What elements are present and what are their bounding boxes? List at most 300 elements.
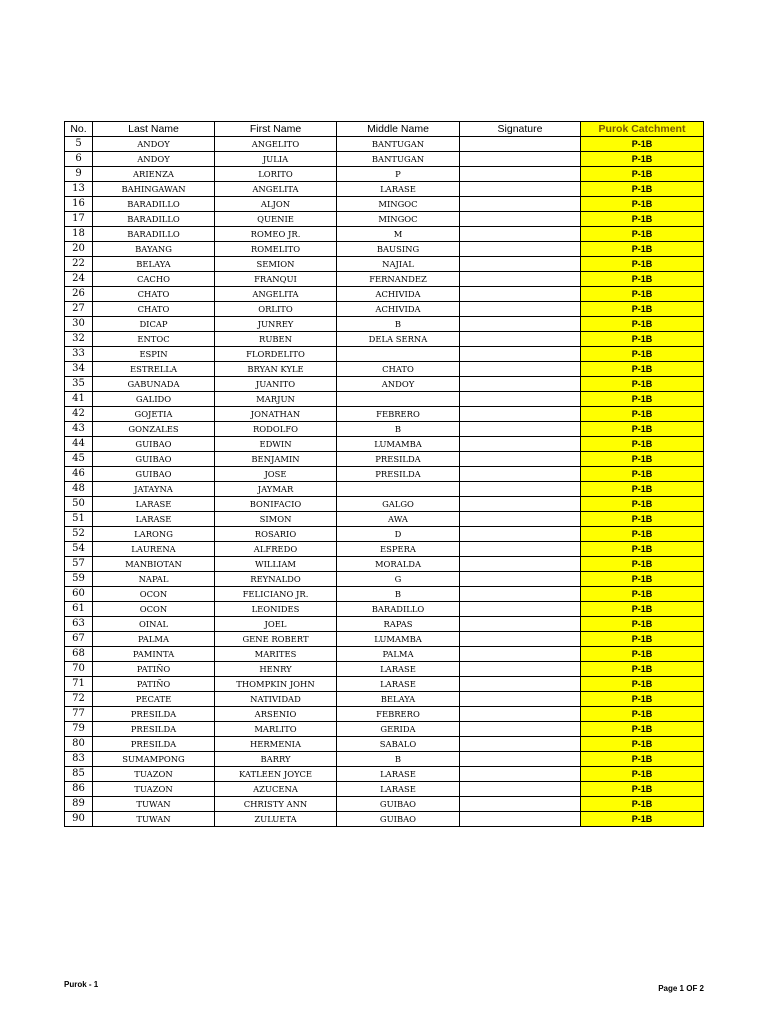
cell-no: 83 [65,752,93,767]
cell-last-name: ANDOY [93,137,215,152]
cell-first-name: FELICIANO JR. [215,587,337,602]
cell-last-name: CHATO [93,287,215,302]
cell-last-name: PAMINTA [93,647,215,662]
cell-purok-catchment: P-1B [581,197,704,212]
cell-signature [460,602,581,617]
cell-signature [460,692,581,707]
cell-signature [460,632,581,647]
cell-no: 42 [65,407,93,422]
cell-middle-name: FERNANDEZ [337,272,460,287]
cell-last-name: GABUNADA [93,377,215,392]
cell-middle-name [337,347,460,362]
cell-first-name: JOSE [215,467,337,482]
cell-middle-name: LARASE [337,782,460,797]
cell-middle-name: CHATO [337,362,460,377]
cell-middle-name [337,482,460,497]
table-row [65,422,704,437]
cell-first-name: ROMEO JR. [215,227,337,242]
cell-first-name: WILLIAM [215,557,337,572]
cell-no: 44 [65,437,93,452]
cell-purok-catchment: P-1B [581,182,704,197]
cell-signature [460,542,581,557]
cell-middle-name: PRESILDA [337,467,460,482]
cell-signature [460,362,581,377]
cell-signature [460,557,581,572]
cell-first-name: MARJUN [215,392,337,407]
cell-purok-catchment: P-1B [581,542,704,557]
header-first-name: First Name [215,122,337,137]
cell-first-name: ALJON [215,197,337,212]
cell-last-name: NAPAL [93,572,215,587]
cell-first-name: QUENIE [215,212,337,227]
cell-signature [460,782,581,797]
cell-no: 85 [65,767,93,782]
cell-middle-name: LARASE [337,767,460,782]
cell-middle-name: BARADILLO [337,602,460,617]
cell-middle-name: P [337,167,460,182]
cell-first-name: THOMPKIN JOHN [215,677,337,692]
cell-middle-name: SABALO [337,737,460,752]
cell-no: 17 [65,212,93,227]
cell-middle-name: GUIBAO [337,812,460,827]
cell-purok-catchment: P-1B [581,302,704,317]
cell-no: 45 [65,452,93,467]
cell-signature [460,737,581,752]
cell-first-name: JONATHAN [215,407,337,422]
table-row [65,527,704,542]
cell-no: 63 [65,617,93,632]
cell-no: 5 [65,137,93,152]
cell-last-name: MANBIOTAN [93,557,215,572]
cell-first-name: JUNREY [215,317,337,332]
table-row [65,137,704,152]
header-middle-name: Middle Name [337,122,460,137]
cell-signature [460,182,581,197]
cell-first-name: ANGELITO [215,137,337,152]
cell-signature [460,497,581,512]
cell-middle-name: LUMAMBA [337,632,460,647]
cell-no: 72 [65,692,93,707]
cell-purok-catchment: P-1B [581,647,704,662]
cell-purok-catchment: P-1B [581,287,704,302]
table-row [65,662,704,677]
cell-middle-name: AWA [337,512,460,527]
cell-last-name: LARONG [93,527,215,542]
cell-first-name: ORLITO [215,302,337,317]
cell-purok-catchment: P-1B [581,512,704,527]
cell-signature [460,152,581,167]
cell-no: 67 [65,632,93,647]
cell-first-name: FLORDELITO [215,347,337,362]
cell-first-name: BONIFACIO [215,497,337,512]
cell-first-name: EDWIN [215,437,337,452]
cell-middle-name: GERIDA [337,722,460,737]
cell-first-name: ZULUETA [215,812,337,827]
cell-last-name: JATAYNA [93,482,215,497]
header-no: No. [65,122,93,137]
cell-purok-catchment: P-1B [581,557,704,572]
cell-no: 13 [65,182,93,197]
table-row [65,227,704,242]
cell-last-name: BARADILLO [93,212,215,227]
cell-no: 41 [65,392,93,407]
cell-signature [460,302,581,317]
table-row [65,692,704,707]
cell-no: 52 [65,527,93,542]
cell-signature [460,422,581,437]
cell-middle-name: BELAYA [337,692,460,707]
table-row [65,497,704,512]
cell-purok-catchment: P-1B [581,572,704,587]
cell-no: 33 [65,347,93,362]
cell-signature [460,272,581,287]
footer-page-number: Page 1 OF 2 [658,984,704,993]
cell-purok-catchment: P-1B [581,677,704,692]
cell-middle-name: M [337,227,460,242]
table-row [65,407,704,422]
cell-signature [460,767,581,782]
cell-last-name: TUAZON [93,782,215,797]
cell-middle-name: D [337,527,460,542]
cell-middle-name: B [337,422,460,437]
cell-signature [460,137,581,152]
cell-no: 22 [65,257,93,272]
table-row [65,647,704,662]
header-row [65,122,704,137]
cell-purok-catchment: P-1B [581,212,704,227]
cell-signature [460,227,581,242]
cell-purok-catchment: P-1B [581,482,704,497]
cell-no: 86 [65,782,93,797]
table-row [65,257,704,272]
table-row [65,587,704,602]
cell-first-name: GENE ROBERT [215,632,337,647]
cell-no: 27 [65,302,93,317]
cell-no: 43 [65,422,93,437]
cell-last-name: ESPIN [93,347,215,362]
cell-last-name: OCON [93,587,215,602]
cell-no: 35 [65,377,93,392]
cell-signature [460,647,581,662]
cell-signature [460,257,581,272]
cell-purok-catchment: P-1B [581,272,704,287]
cell-purok-catchment: P-1B [581,722,704,737]
cell-last-name: ARIENZA [93,167,215,182]
cell-middle-name: ESPERA [337,542,460,557]
cell-middle-name: BANTUGAN [337,137,460,152]
cell-middle-name: LUMAMBA [337,437,460,452]
cell-last-name: PRESILDA [93,707,215,722]
cell-no: 46 [65,467,93,482]
cell-signature [460,527,581,542]
cell-last-name: PALMA [93,632,215,647]
cell-middle-name: B [337,752,460,767]
table-row [65,302,704,317]
cell-signature [460,167,581,182]
cell-last-name: DICAP [93,317,215,332]
cell-purok-catchment: P-1B [581,692,704,707]
table-row [65,347,704,362]
cell-signature [460,407,581,422]
table-row [65,632,704,647]
cell-purok-catchment: P-1B [581,392,704,407]
cell-purok-catchment: P-1B [581,752,704,767]
cell-last-name: PECATE [93,692,215,707]
table-row [65,242,704,257]
cell-no: 16 [65,197,93,212]
cell-signature [460,317,581,332]
cell-last-name: CACHO [93,272,215,287]
cell-last-name: TUWAN [93,797,215,812]
cell-last-name: GOJETIA [93,407,215,422]
cell-first-name: ARSENIO [215,707,337,722]
cell-middle-name: ANDOY [337,377,460,392]
cell-purok-catchment: P-1B [581,617,704,632]
cell-last-name: LAURENA [93,542,215,557]
table-row [65,482,704,497]
cell-no: 61 [65,602,93,617]
cell-signature [460,752,581,767]
cell-last-name: BARADILLO [93,227,215,242]
cell-first-name: RODOLFO [215,422,337,437]
cell-purok-catchment: P-1B [581,737,704,752]
cell-purok-catchment: P-1B [581,497,704,512]
cell-purok-catchment: P-1B [581,587,704,602]
cell-middle-name: FEBRERO [337,707,460,722]
cell-first-name: ALFREDO [215,542,337,557]
cell-purok-catchment: P-1B [581,767,704,782]
cell-purok-catchment: P-1B [581,632,704,647]
cell-first-name: RUBEN [215,332,337,347]
cell-middle-name: B [337,317,460,332]
cell-first-name: AZUCENA [215,782,337,797]
cell-first-name: BENJAMIN [215,452,337,467]
cell-first-name: JOEL [215,617,337,632]
table-row [65,437,704,452]
cell-middle-name: ACHIVIDA [337,287,460,302]
table-row [65,767,704,782]
cell-signature [460,392,581,407]
cell-purok-catchment: P-1B [581,407,704,422]
cell-no: 26 [65,287,93,302]
cell-signature [460,677,581,692]
cell-middle-name: PALMA [337,647,460,662]
cell-middle-name: GUIBAO [337,797,460,812]
table-row [65,332,704,347]
cell-first-name: ANGELITA [215,182,337,197]
cell-first-name: JAYMAR [215,482,337,497]
cell-signature [460,617,581,632]
header-signature: Signature [460,122,581,137]
cell-first-name: BRYAN KYLE [215,362,337,377]
cell-signature [460,707,581,722]
cell-middle-name: LARASE [337,662,460,677]
table-row [65,197,704,212]
cell-first-name: SIMON [215,512,337,527]
cell-purok-catchment: P-1B [581,362,704,377]
cell-first-name: SEMION [215,257,337,272]
cell-last-name: ANDOY [93,152,215,167]
cell-purok-catchment: P-1B [581,242,704,257]
table-header [65,122,704,137]
cell-signature [460,587,581,602]
cell-signature [460,377,581,392]
cell-signature [460,512,581,527]
cell-purok-catchment: P-1B [581,377,704,392]
cell-first-name: ROSARIO [215,527,337,542]
table-row [65,512,704,527]
cell-purok-catchment: P-1B [581,437,704,452]
cell-signature [460,722,581,737]
cell-purok-catchment: P-1B [581,332,704,347]
cell-signature [460,797,581,812]
cell-first-name: JULIA [215,152,337,167]
cell-last-name: GUIBAO [93,437,215,452]
cell-middle-name [337,392,460,407]
cell-signature [460,452,581,467]
table-row [65,377,704,392]
table-row [65,152,704,167]
table-row [65,617,704,632]
cell-middle-name: BANTUGAN [337,152,460,167]
cell-last-name: TUWAN [93,812,215,827]
cell-signature [460,242,581,257]
cell-purok-catchment: P-1B [581,707,704,722]
cell-last-name: TUAZON [93,767,215,782]
cell-last-name: PATIÑO [93,677,215,692]
cell-purok-catchment: P-1B [581,257,704,272]
cell-last-name: CHATO [93,302,215,317]
cell-first-name: LEONIDES [215,602,337,617]
cell-no: 9 [65,167,93,182]
cell-no: 54 [65,542,93,557]
cell-signature [460,287,581,302]
cell-no: 20 [65,242,93,257]
table-row [65,602,704,617]
cell-signature [460,482,581,497]
table-row [65,812,704,827]
cell-middle-name: NAJIAL [337,257,460,272]
cell-no: 24 [65,272,93,287]
header-purok-catchment: Purok Catchment [581,122,704,137]
cell-purok-catchment: P-1B [581,152,704,167]
cell-purok-catchment: P-1B [581,347,704,362]
table-row [65,362,704,377]
cell-signature [460,662,581,677]
cell-no: 90 [65,812,93,827]
cell-middle-name: ACHIVIDA [337,302,460,317]
cell-first-name: KATLEEN JOYCE [215,767,337,782]
cell-middle-name: LARASE [337,677,460,692]
cell-first-name: HERMENIA [215,737,337,752]
cell-middle-name: MORALDA [337,557,460,572]
table-row [65,722,704,737]
cell-last-name: OINAL [93,617,215,632]
cell-last-name: GONZALES [93,422,215,437]
cell-middle-name: GALGO [337,497,460,512]
cell-first-name: REYNALDO [215,572,337,587]
cell-first-name: LORITO [215,167,337,182]
cell-no: 32 [65,332,93,347]
cell-first-name: MARITES [215,647,337,662]
footer-purok-label: Purok - 1 [64,980,99,989]
cell-first-name: MARLITO [215,722,337,737]
cell-last-name: PRESILDA [93,737,215,752]
cell-middle-name: DELA SERNA [337,332,460,347]
cell-first-name: JUANITO [215,377,337,392]
table-row [65,452,704,467]
cell-no: 30 [65,317,93,332]
cell-middle-name: G [337,572,460,587]
cell-signature [460,212,581,227]
cell-first-name: BARRY [215,752,337,767]
cell-no: 48 [65,482,93,497]
cell-last-name: GUIBAO [93,467,215,482]
cell-last-name: GALIDO [93,392,215,407]
cell-no: 6 [65,152,93,167]
cell-no: 34 [65,362,93,377]
cell-signature [460,197,581,212]
table-row [65,797,704,812]
cell-purok-catchment: P-1B [581,227,704,242]
cell-middle-name: LARASE [337,182,460,197]
cell-last-name: GUIBAO [93,452,215,467]
table-row [65,467,704,482]
cell-purok-catchment: P-1B [581,797,704,812]
cell-last-name: LARASE [93,497,215,512]
cell-signature [460,347,581,362]
cell-signature [460,332,581,347]
cell-last-name: BAYANG [93,242,215,257]
cell-first-name: ANGELITA [215,287,337,302]
cell-last-name: PRESILDA [93,722,215,737]
table-row [65,287,704,302]
cell-purok-catchment: P-1B [581,812,704,827]
table-row [65,272,704,287]
cell-middle-name: RAPAS [337,617,460,632]
cell-purok-catchment: P-1B [581,527,704,542]
cell-signature [460,812,581,827]
cell-no: 89 [65,797,93,812]
cell-signature [460,572,581,587]
table-row [65,572,704,587]
cell-no: 80 [65,737,93,752]
cell-middle-name: B [337,587,460,602]
cell-no: 51 [65,512,93,527]
table-row [65,542,704,557]
table-row [65,752,704,767]
cell-no: 70 [65,662,93,677]
cell-signature [460,437,581,452]
cell-no: 71 [65,677,93,692]
cell-last-name: BELAYA [93,257,215,272]
table-row [65,707,704,722]
cell-no: 77 [65,707,93,722]
cell-purok-catchment: P-1B [581,662,704,677]
cell-middle-name: FEBRERO [337,407,460,422]
header-last-name: Last Name [93,122,215,137]
table-row [65,677,704,692]
table-row [65,212,704,227]
cell-first-name: ROMELITO [215,242,337,257]
table-row [65,737,704,752]
table-row [65,782,704,797]
cell-last-name: BAHINGAWAN [93,182,215,197]
table-row [65,182,704,197]
cell-middle-name: MINGOC [337,197,460,212]
cell-purok-catchment: P-1B [581,467,704,482]
table-row [65,557,704,572]
